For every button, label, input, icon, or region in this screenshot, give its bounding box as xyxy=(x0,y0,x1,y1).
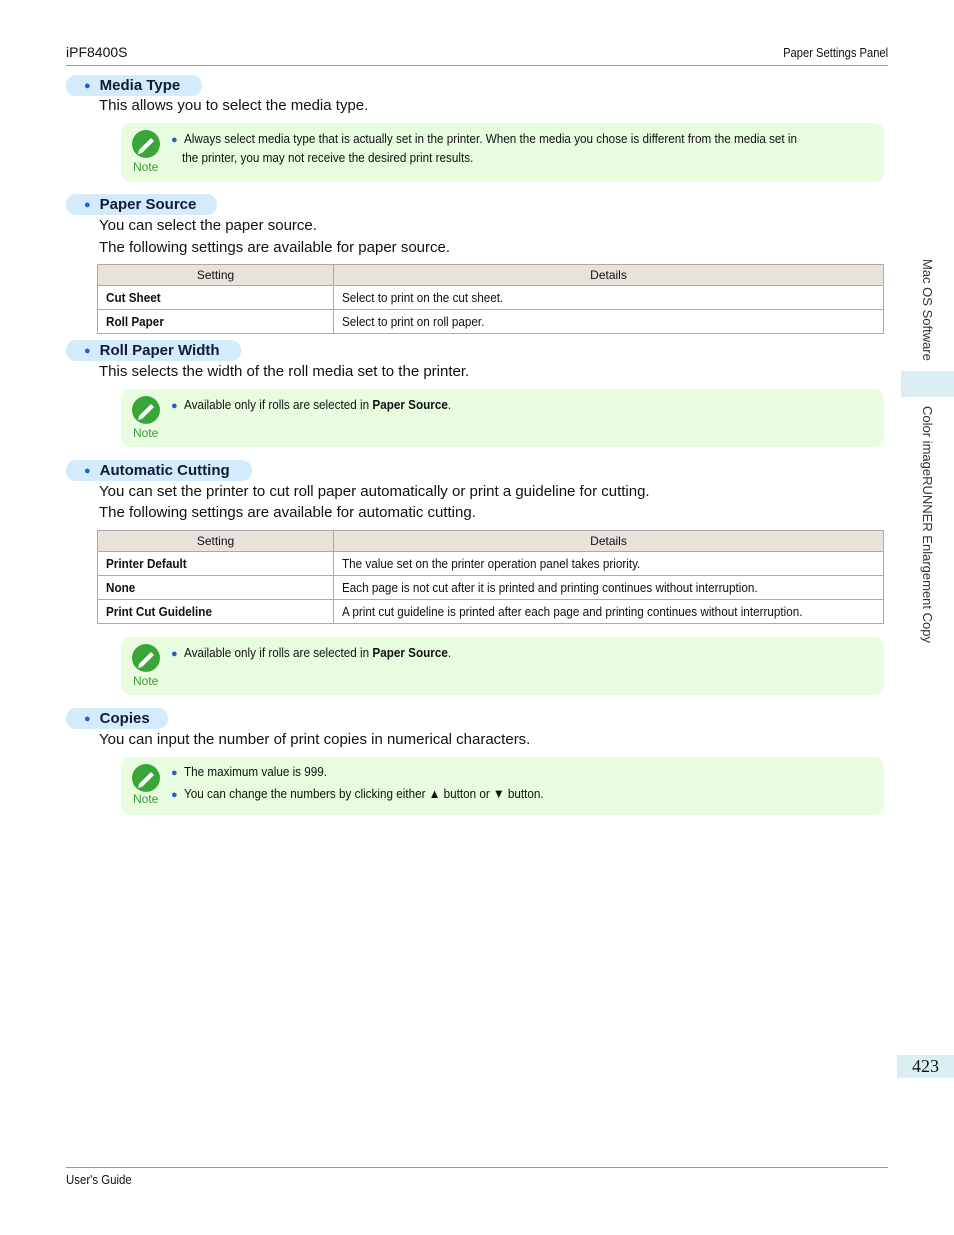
header-section: Paper Settings Panel xyxy=(782,45,888,60)
section-title: Automatic Cutting xyxy=(99,462,230,479)
automatic-cutting-table xyxy=(97,530,884,624)
setting-details: The value set on the printer operation panel takes priority. xyxy=(342,556,641,571)
column-header-details: Details xyxy=(334,531,884,552)
setting-details: Each page is not cut after it is printed and printing continues without interruption. xyxy=(342,580,758,595)
note-label: Note xyxy=(133,674,159,688)
bullet-icon: ● xyxy=(84,464,91,477)
side-tab-marker xyxy=(901,371,954,397)
section-heading-automatic-cutting xyxy=(66,460,252,481)
footer-title: User's Guide xyxy=(66,1172,132,1187)
bullet-icon: ● xyxy=(84,712,91,725)
bullet-icon: ● xyxy=(84,344,91,357)
note-box-roll-paper-width xyxy=(121,389,884,447)
setting-name: None xyxy=(106,580,136,595)
roll-paper-width-description: This selects the width of the roll media set to the printer. xyxy=(99,363,470,380)
paper-source-table xyxy=(97,264,884,334)
setting-name: Cut Sheet xyxy=(106,290,161,305)
column-header-setting: Setting xyxy=(98,265,334,286)
section-title: Roll Paper Width xyxy=(99,342,220,359)
setting-name: Print Cut Guideline xyxy=(106,604,212,619)
bullet-icon: ● xyxy=(171,789,178,801)
paper-source-intro: The following settings are available for paper source. xyxy=(99,239,451,256)
note-item: ● You can change the numbers by clicking either ▲ button or ▼ button. xyxy=(171,786,544,801)
note-item: ● Always select media type that is actually set in the printer. When the media you chose is different from the media set in xyxy=(171,131,797,146)
table-row xyxy=(98,286,884,310)
header-rule xyxy=(66,65,888,66)
note-label: Note xyxy=(133,792,159,806)
note-pencil-icon xyxy=(131,129,161,159)
page-number: 423 xyxy=(897,1055,954,1078)
setting-details: Select to print on roll paper. xyxy=(342,314,485,329)
setting-details: Select to print on the cut sheet. xyxy=(342,290,504,305)
bullet-icon: ● xyxy=(171,400,178,412)
footer-rule xyxy=(66,1167,888,1168)
note-box-automatic-cutting xyxy=(121,637,884,695)
bullet-icon: ● xyxy=(84,79,91,92)
header-product: iPF8400S xyxy=(66,44,128,60)
section-heading-paper-source xyxy=(66,194,217,215)
note-label: Note xyxy=(133,160,159,174)
section-heading-copies xyxy=(66,708,168,729)
table-row xyxy=(98,310,884,334)
column-header-setting: Setting xyxy=(98,531,334,552)
note-box-media-type xyxy=(121,123,884,182)
section-heading-roll-paper-width xyxy=(66,340,241,361)
automatic-cutting-intro: The following settings are available for automatic cutting. xyxy=(99,504,476,521)
note-item: ● Available only if rolls are selected in Paper Source. xyxy=(171,397,451,412)
paper-source-reference: Paper Source xyxy=(372,645,448,660)
setting-name: Roll Paper xyxy=(106,314,164,329)
setting-details: A print cut guideline is printed after each page and printing continues without interruption. xyxy=(342,604,803,619)
side-label-mac-os: Mac OS Software xyxy=(920,259,935,361)
bullet-icon: ● xyxy=(171,648,178,660)
setting-name: Printer Default xyxy=(106,556,187,571)
section-heading-media-type xyxy=(66,75,202,96)
table-header-row xyxy=(98,265,884,286)
bullet-icon: ● xyxy=(84,198,91,211)
paper-source-reference: Paper Source xyxy=(372,397,448,412)
note-item: ● Available only if rolls are selected in Paper Source. xyxy=(171,645,451,660)
note-pencil-icon xyxy=(131,763,161,793)
table-row xyxy=(98,576,884,600)
note-pencil-icon xyxy=(131,643,161,673)
note-label: Note xyxy=(133,426,159,440)
note-item: ● The maximum value is 999. xyxy=(171,764,327,779)
note-box-copies xyxy=(121,757,884,815)
paper-source-description: You can select the paper source. xyxy=(99,217,317,234)
note-pencil-icon xyxy=(131,395,161,425)
automatic-cutting-description: You can set the printer to cut roll paper automatically or print a guideline for cutting. xyxy=(99,483,650,500)
section-title: Copies xyxy=(99,710,150,727)
bullet-icon: ● xyxy=(171,767,178,779)
column-header-details: Details xyxy=(334,265,884,286)
media-type-description: This allows you to select the media type. xyxy=(99,97,369,114)
bullet-icon: ● xyxy=(171,134,178,146)
section-title: Media Type xyxy=(99,77,181,94)
table-row xyxy=(98,600,884,624)
section-title: Paper Source xyxy=(99,196,197,213)
table-header-row xyxy=(98,531,884,552)
table-row xyxy=(98,552,884,576)
note-item-continued: the printer, you may not receive the desired print results. xyxy=(182,150,474,165)
side-label-chapter: Color imageRUNNER Enlargement Copy xyxy=(920,406,935,643)
copies-description: You can input the number of print copies in numerical characters. xyxy=(99,731,531,748)
